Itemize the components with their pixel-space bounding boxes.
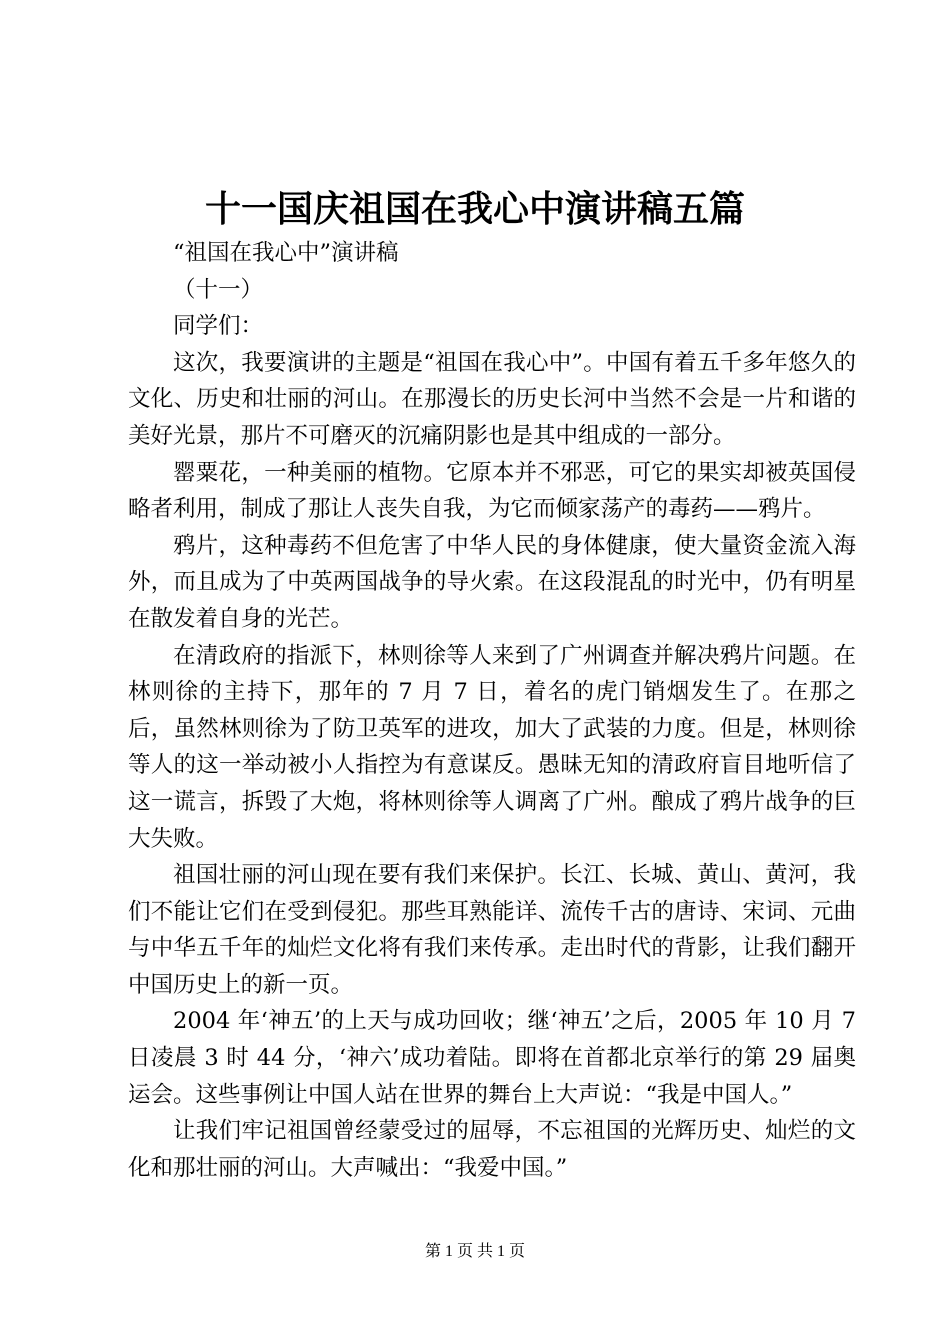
page-number-footer: 第 1 页 共 1 页 [424, 1243, 525, 1260]
body-paragraph: 2004 年‘神五’的上天与成功回收；继‘神五’之后，2005 年 10 月 7 日凌晨 3 时 44 分，‘神六’成功着陆。即将在首都北京举行的第 29 届奥运会。这些事例让中国人站在世界的舞台上大声说：“我是中国人。” [128, 1008, 856, 1108]
body-paragraph: 祖国壮丽的河山现在要有我们来保护。长江、长城、黄山、黄河，我们不能让它们在受到侵犯。那些耳熟能详、流传千古的唐诗、宋词、元曲与中华五千年的灿烂文化将有我们来传承。走出时代的背影，让我们翻开中国历史上的新一页。 [128, 862, 856, 998]
body-paragraph: 鸦片，这种毒药不但危害了中华人民的身体健康，使大量资金流入海外，而且成为了中英两国战争的导火索。在这段混乱的时光中，仍有明星在散发着自身的光芒。 [128, 532, 856, 632]
document-body [128, 235, 856, 1186]
body-paragraph: 罂粟花，一种美丽的植物。它原本并不邪恶，可它的果实却被英国侵略者利用，制成了那让人丧失自我，为它而倾家荡产的毒药——鸦片。 [128, 459, 856, 523]
body-paragraph: 在清政府的指派下，林则徐等人来到了广州调查并解决鸦片问题。在林则徐的主持下，那年的 7 月 7 日，着名的虎门销烟发生了。在那之后，虽然林则徐为了防卫英军的进攻，加大了武装的力度。但是，林则徐等人的这一举动被小人指控为有意谋反。愚昧无知的清政府盲目地听信了这一谎言，拆毁了大炮，将林则徐等人调离了广州。酿成了鸦片战争的巨大失败。 [128, 642, 856, 852]
salutation: 同学们： [173, 313, 264, 340]
speech-number: （十一） [173, 276, 264, 303]
body-paragraph: 让我们牢记祖国曾经蒙受过的屈辱，不忘祖国的光辉历史、灿烂的文化和那壮丽的河山。大声喊出：“我爱中国。” [128, 1118, 856, 1181]
speech-subtitle: “祖国在我心中”演讲稿 [173, 240, 399, 266]
body-paragraph: 这次，我要演讲的主题是“祖国在我心中”。中国有着五千多年悠久的文化、历史和壮丽的河山。在那漫长的历史长河中当然不会是一片和谐的美好光景，那片不可磨灭的沉痛阴影也是其中组成的一部分。 [128, 349, 856, 449]
page-title: 十一国庆祖国在我心中演讲稿五篇 [204, 189, 745, 230]
